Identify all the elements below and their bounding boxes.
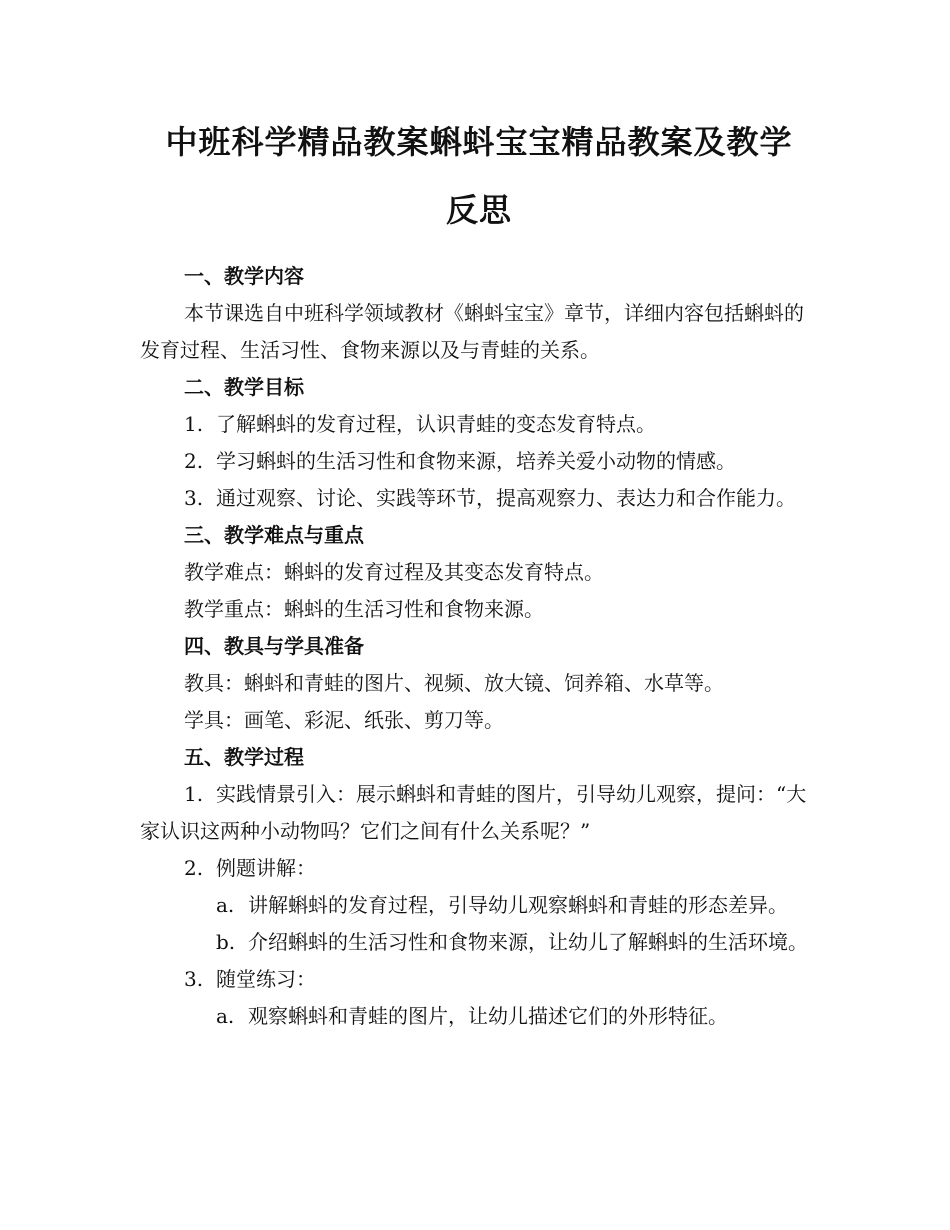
substep-text: 观察蝌蚪和青蛙的图片，让幼儿描述它们的外形特征。 (248, 1004, 728, 1028)
process-substep (140, 924, 818, 961)
title-line-1: 中班科学精品教案蝌蚪宝宝精品教案及教学 (165, 123, 793, 161)
document-title (140, 108, 818, 244)
substep-text: 讲解蝌蚪的发育过程，引导幼儿观察蝌蚪和青蛙的形态差异。 (248, 893, 788, 917)
process-step (140, 961, 818, 998)
substep-letter: b. (216, 930, 236, 954)
substep-letter: a. (216, 1004, 235, 1028)
student-materials-text: 学具：画笔、彩泥、纸张、剪刀等。 (184, 708, 504, 732)
goal-number: 2. (184, 449, 204, 473)
goal-item (140, 406, 818, 443)
process-step (140, 776, 818, 850)
goal-item (140, 443, 818, 480)
goal-item (140, 480, 818, 517)
section-heading-process: 五、教学过程 (184, 745, 304, 769)
section-heading-difficulty: 三、教学难点与重点 (184, 523, 364, 547)
goal-text: 通过观察、讨论、实践等环节，提高观察力、表达力和合作能力。 (216, 486, 796, 510)
substep-text: 介绍蝌蚪的生活习性和食物来源，让幼儿了解蝌蚪的生活环境。 (248, 930, 808, 954)
step-number: 3. (184, 967, 204, 991)
goal-number: 3. (184, 486, 204, 510)
step-text: 随堂练习： (216, 967, 316, 991)
section-heading-materials: 四、教具与学具准备 (184, 634, 364, 658)
step-number: 1. (184, 782, 204, 806)
teacher-materials-text: 教具：蝌蚪和青蛙的图片、视频、放大镜、饲养箱、水草等。 (184, 671, 724, 695)
goal-text: 了解蝌蚪的发育过程，认识青蛙的变态发育特点。 (216, 412, 656, 436)
section-heading-goals: 二、教学目标 (184, 375, 304, 399)
key-point-text: 教学重点：蝌蚪的生活习性和食物来源。 (184, 597, 544, 621)
substep-letter: a. (216, 893, 235, 917)
section-heading-content: 一、教学内容 (184, 264, 304, 288)
step-text: 例题讲解： (216, 856, 316, 880)
step-text: 实践情景引入：展示蝌蚪和青蛙的图片，引导幼儿观察，提问：“大家认识这两种小动物吗？它们之间有什么关系呢？” (140, 782, 807, 843)
goal-number: 1. (184, 412, 204, 436)
process-step (140, 850, 818, 887)
section-content-text: 本节课选自中班科学领域教材《蝌蚪宝宝》章节，详细内容包括蝌蚪的发育过程、生活习性、食物来源以及与青蛙的关系。 (140, 301, 804, 362)
step-number: 2. (184, 856, 204, 880)
process-substep (140, 998, 818, 1035)
difficulty-text: 教学难点：蝌蚪的发育过程及其变态发育特点。 (184, 560, 604, 584)
title-line-2: 反思 (445, 191, 512, 229)
process-substep (140, 887, 818, 924)
goal-text: 学习蝌蚪的生活习性和食物来源，培养关爱小动物的情感。 (216, 449, 736, 473)
